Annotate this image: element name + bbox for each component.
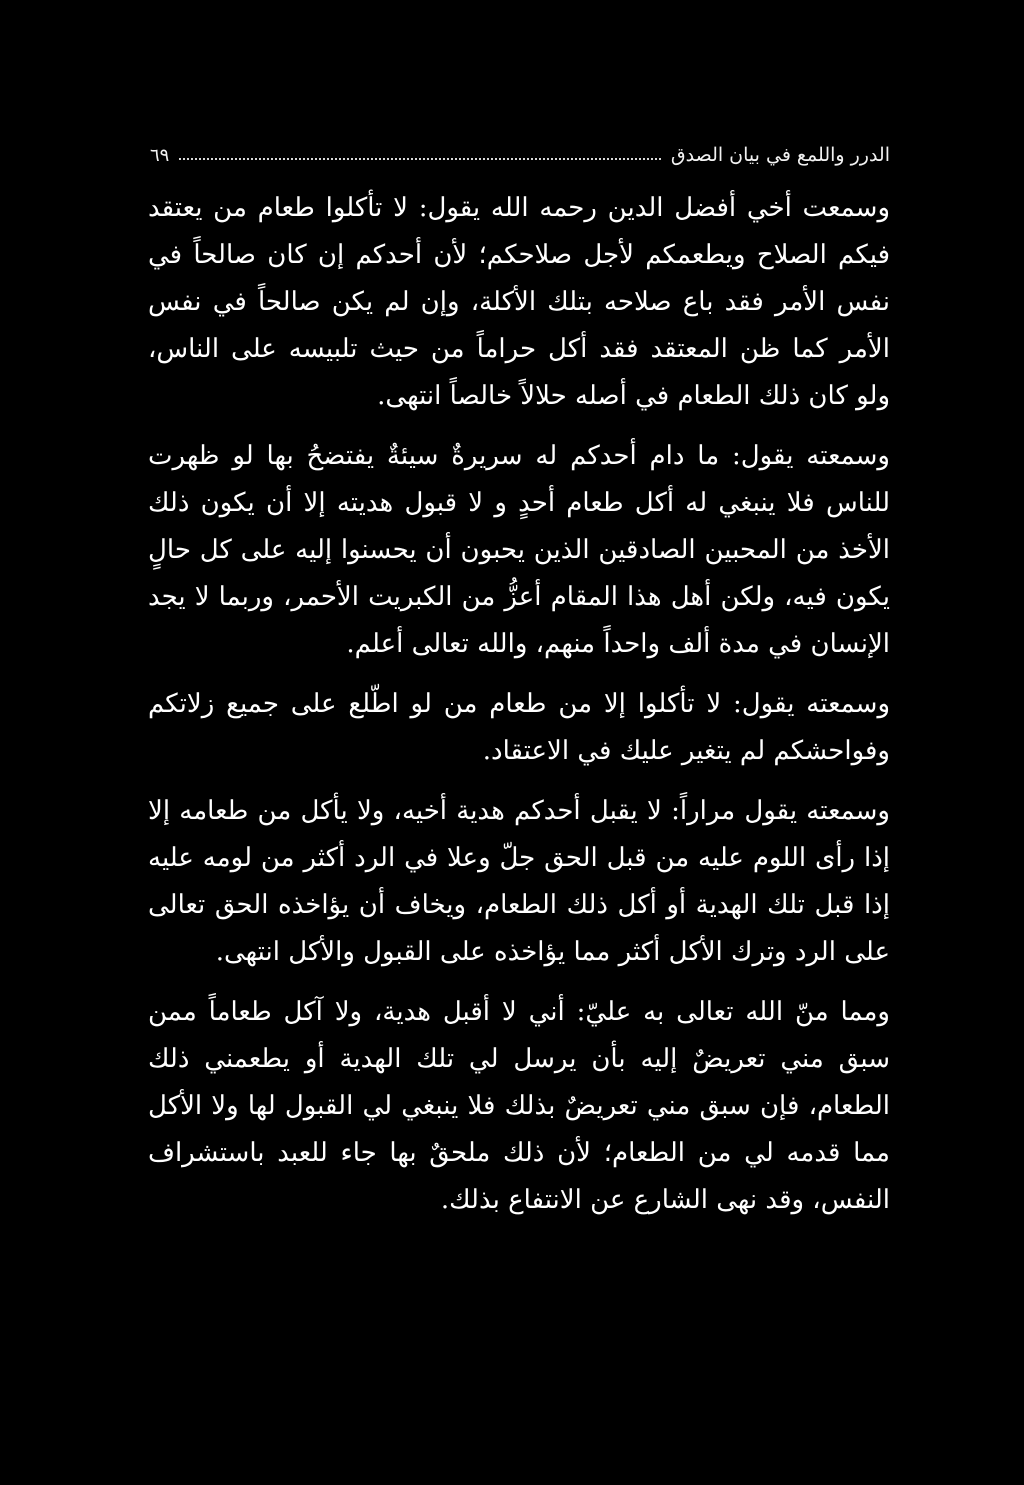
paragraph-3: وسمعته يقول: لا تأكلوا إلا من طعام من لو اطّلع على جميع زلاتكم وفواحشكم لم يتغير عليك في الاعتقاد. <box>148 689 890 766</box>
dotted-leader <box>179 158 661 160</box>
running-header <box>150 138 890 172</box>
page-number: ٦٩ <box>150 144 170 166</box>
paragraph-4: وسمعته يقول مراراً: لا يقبل أحدكم هدية أخيه، ولا يأكل من طعامه إلا إذا رأى اللوم عليه من قبل الحق جلّ وعلا في الرد أكثر من لومه عليه إذا قبل تلك الهدية أو أكل ذلك الطعام، ويخاف أن يؤاخذه الحق تعالى على الرد وترك الأكل أكثر مما يؤاخذه على القبول والأكل انتهى. <box>148 796 890 967</box>
header-title: الدرر واللمع في بيان الصدق <box>670 144 890 166</box>
paragraph-1: وسمعت أخي أفضل الدين رحمه الله يقول: لا تأكلوا طعام من يعتقد فيكم الصلاح ويطعمكم لأجل صلاحكم؛ لأن أحدكم إن كان صالحاً في نفس الأمر فقد باع صلاحه بتلك الأكلة، وإن لم يكن صالحاً في نفس الأمر كما ظن المعتقد فقد أكل حراماً من حيث تلبيسه على الناس، ولو كان ذلك الطعام في أصله حلالاً خالصاً انتهى. <box>148 193 890 411</box>
paragraph-5: ومما منّ الله تعالى به عليّ: أني لا أقبل هدية، ولا آكل طعاماً ممن سبق مني تعريضٌ إليه بأن يرسل لي تلك الهدية أو يطعمني ذلك الطعام، فإن سبق مني تعريضٌ بذلك فلا ينبغي لي القبول لها ولا الأكل مما قدمه لي من الطعام؛ لأن ذلك ملحقٌ بها جاء للعبد باستشراف النفس، وقد نهى الشارع عن الانتفاع بذلك. <box>148 997 890 1215</box>
paragraph-2: وسمعته يقول: ما دام أحدكم له سريرةٌ سيئةٌ يفتضحُ بها لو ظهرت للناس فلا ينبغي له أكل طعام أحدٍ و لا قبول هديته إلا أن يكون ذلك الأخذ من المحبين الصادقين الذين يحبون أن يحسنوا إليه على كل حالٍ يكون فيه، ولكن أهل هذا المقام أعزُّ من الكبريت الأحمر، وربما لا يجد الإنسان في مدة ألف واحداً منهم، والله تعالى أعلم. <box>148 441 890 659</box>
body-text <box>148 185 890 1224</box>
